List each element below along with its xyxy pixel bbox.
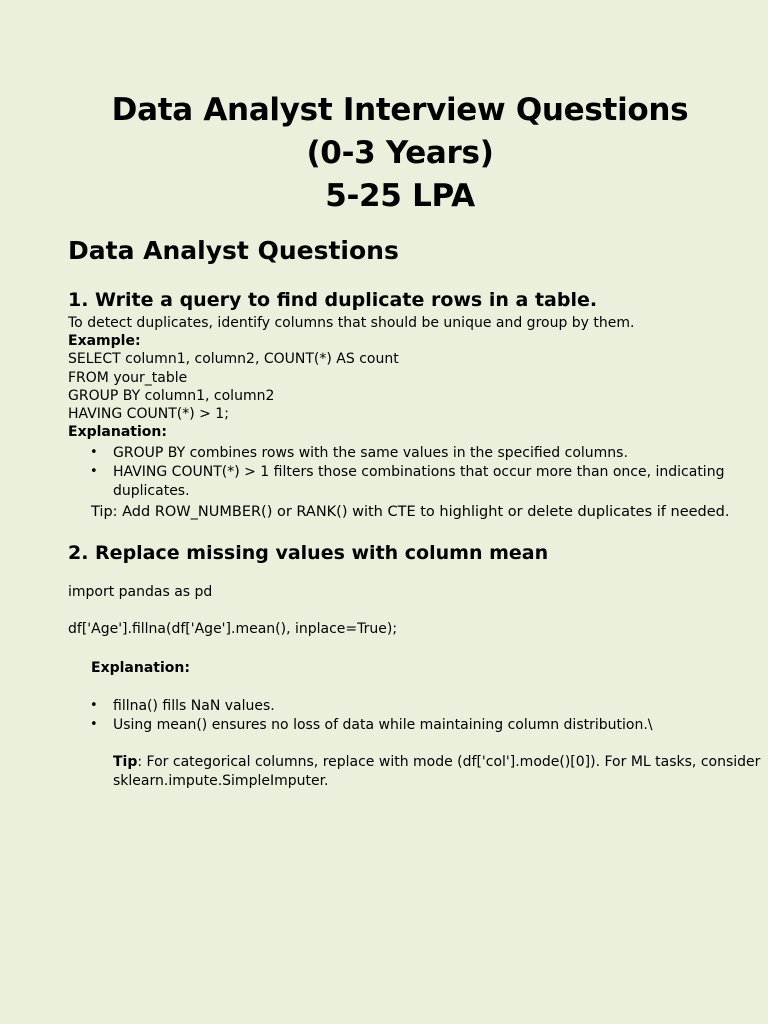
q1-tip: Tip: Add ROW_NUMBER() or RANK() with CTE to highlight or delete duplicates if needed.	[91, 504, 730, 520]
section-heading: Data Analyst Questions	[68, 236, 399, 265]
title-line-1: Data Analyst Interview Questions	[111, 92, 689, 128]
q2-explanation-label: Explanation:	[91, 660, 190, 676]
q1-code-line: FROM your_table	[68, 370, 188, 386]
title-line-2: (0-3 Years)	[306, 135, 494, 171]
q2-code-import: import pandas as pd	[68, 584, 213, 600]
bullet-icon: •	[90, 717, 98, 732]
q1-code-line: SELECT column1, column2, COUNT(*) AS count	[68, 351, 399, 367]
q1-code-line: HAVING COUNT(*) > 1;	[68, 406, 229, 422]
q1-bullet-continuation: duplicates.	[113, 483, 190, 499]
q2-bullet-item: fillna() fills NaN values.	[113, 698, 275, 714]
q2-tip-continuation: sklearn.impute.SimpleImputer.	[113, 773, 329, 789]
bullet-icon: •	[90, 445, 98, 460]
bullet-icon: •	[90, 464, 98, 479]
q2-code-fill: df['Age'].fillna(df['Age'].mean(), inplace=True);	[68, 621, 398, 637]
q2-tip-text: : For categorical columns, replace with mode (df['col'].mode()[0]). For ML tasks, consider	[137, 754, 761, 770]
q2-bullet-item: Using mean() ensures no loss of data while maintaining column distribution.\	[113, 717, 653, 733]
q1-heading: 1. Write a query to find duplicate rows in a table.	[68, 289, 598, 311]
document-title	[0, 89, 768, 218]
title-line-3: 5-25 LPA	[325, 178, 475, 214]
q1-intro: To detect duplicates, identify columns that should be unique and group by them.	[68, 315, 635, 331]
q1-explanation-label: Explanation:	[68, 424, 167, 440]
q1-code-line: GROUP BY column1, column2	[68, 388, 275, 404]
q2-heading: 2. Replace missing values with column mean	[68, 542, 549, 564]
q2-tip	[113, 753, 760, 771]
bullet-icon: •	[90, 698, 98, 713]
q2-tip-label: Tip	[113, 754, 138, 770]
q1-bullet-item: HAVING COUNT(*) > 1 filters those combinations that occur more than once, indicating	[113, 464, 725, 480]
q1-bullet-item: GROUP BY combines rows with the same values in the specified columns.	[113, 445, 628, 461]
q1-example-label: Example:	[68, 333, 141, 349]
